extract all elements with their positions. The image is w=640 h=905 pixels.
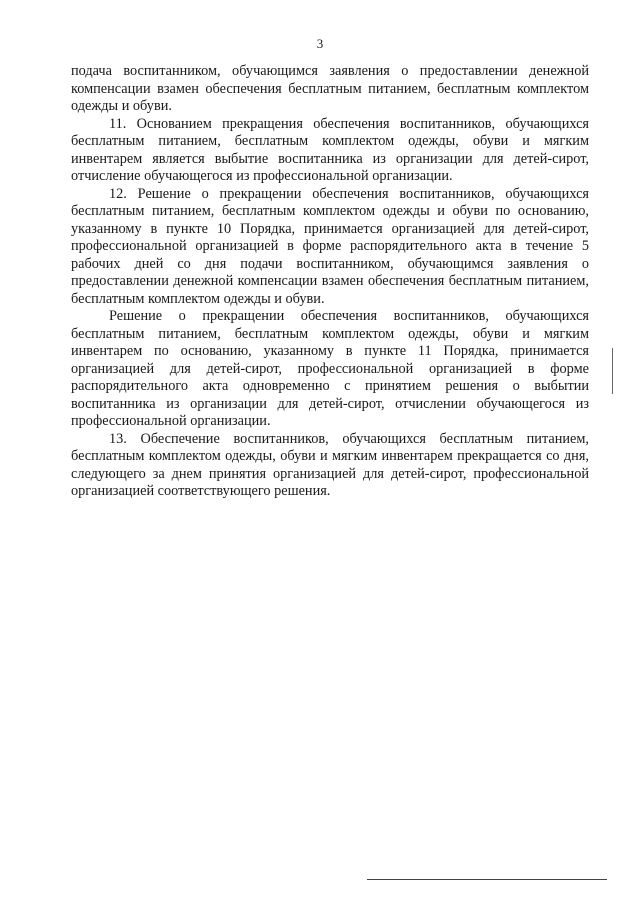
page-number: 3	[316, 36, 324, 51]
paragraph-continuation: подача воспитанником, обучающимся заявления о предоставлении денежной компенсации взамен обеспечения бесплатным питанием, бесплатным комплектом одежды и обуви.	[71, 63, 589, 114]
footer-rule	[367, 879, 607, 880]
paragraph-item-12-decision: Решение о прекращении обеспечения воспитанников, обучающихся бесплатным питанием, бесплатным комплектом одежды, обуви и мягким инвентарем по основанию, указанному в пункте 11 Порядка, принимается организацией для детей-сирот, профессиональной организацией в форме распорядительного акта одновременно с принятием решения о выбытии воспитанника из организации для детей-сирот, отчислении обучающегося из профессиональной организации.	[71, 308, 589, 429]
paragraph-item-13: 13. Обеспечение воспитанников, обучающихся бесплатным питанием, бесплатным комплектом одежды, обуви и мягким инвентарем прекращается со дня, следующего за днем принятия организацией для детей-сирот, профессиональной организацией соответствующего решения.	[71, 430, 589, 499]
paragraph-item-11: 11. Основанием прекращения обеспечения воспитанников, обучающихся бесплатным питанием, бесплатным комплектом одежды, обуви и мягким инвентарем является выбытие воспитанника из организации для детей-сирот, отчисление обучающегося из профессиональной организации.	[71, 115, 589, 184]
document-body	[71, 63, 589, 501]
scan-margin-mark	[612, 348, 613, 394]
paragraph-item-12: 12. Решение о прекращении обеспечения воспитанников, обучающихся бесплатным питанием, бесплатным комплектом одежды и обуви по основанию, указанному в пункте 10 Порядка, принимается организацией для детей-сирот, профессиональной организацией в форме распорядительного акта в течение 5 рабочих дней со дня подачи воспитанником, обучающимся заявления о предоставлении денежной компенсации взамен обеспечения бесплатным питанием, бесплатным комплектом одежды и обуви.	[71, 185, 589, 307]
